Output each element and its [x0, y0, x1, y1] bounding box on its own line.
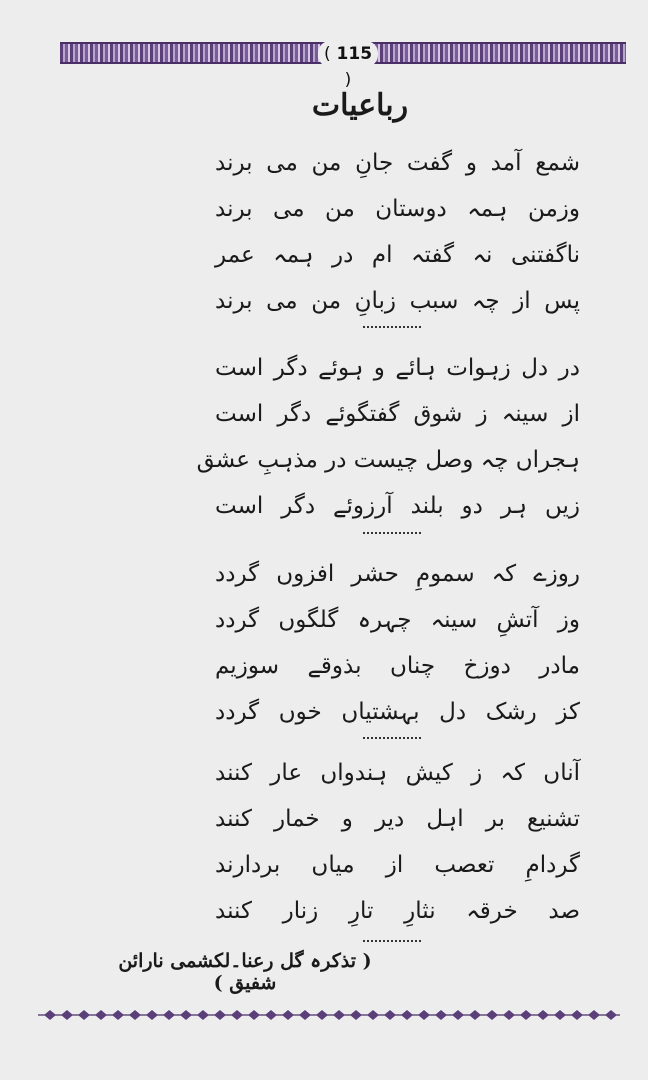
- diamond-ornament: [299, 1010, 311, 1020]
- diamond-ornament: [163, 1010, 175, 1020]
- stanza-4: [215, 750, 580, 934]
- verse-line: وزمن ہمہ دوستان من می برند: [215, 196, 580, 222]
- diamond-ornament: [214, 1010, 226, 1020]
- page-number: ( 115 ): [318, 41, 378, 67]
- diamond-ornament: [350, 1010, 362, 1020]
- diamond-ornament: [265, 1010, 277, 1020]
- diamond-ornament: [418, 1010, 430, 1020]
- diamond-ornament: [503, 1010, 515, 1020]
- verse-line: آناں کہ ز کیش ہندواں عار کنند: [215, 760, 580, 786]
- diamond-ornament: [61, 1010, 73, 1020]
- verse-line: ہجراں چہ وصل چیست در مذہبِ عشق: [196, 447, 580, 473]
- diamond-ornament: [486, 1010, 498, 1020]
- page-title: رباعیات: [311, 88, 409, 123]
- diamond-ornament: [112, 1010, 124, 1020]
- diamond-ornament: [367, 1010, 379, 1020]
- footer-ornament-chain: [38, 1008, 620, 1022]
- verse-line: کز رشک دل بہشتیاں خوں گردد: [215, 699, 580, 725]
- stanza-2: [196, 345, 580, 529]
- verse-line: پس از چہ سبب زبانِ من می برند: [215, 288, 580, 314]
- verse-line: زیں ہر دو بلند آرزوئے دگر است: [215, 493, 580, 519]
- verse-line: روزے کہ سمومِ حشر افزوں گردد: [215, 561, 580, 587]
- verse-line: ناگفتنی نہ گفتہ ام در ہمہ عمر: [215, 242, 580, 268]
- diamond-ornament: [316, 1010, 328, 1020]
- diamond-ornament: [129, 1010, 141, 1020]
- diamond-ornament: [571, 1010, 583, 1020]
- diamond-ornament: [452, 1010, 464, 1020]
- stanza-1: [215, 140, 580, 324]
- verse-line: در دل زہوات ہائے و ہوئے دگر است: [215, 355, 580, 381]
- diamond-ornament: [537, 1010, 549, 1020]
- diamond-ornament: [435, 1010, 447, 1020]
- verse-line: گردامِ تعصب از میاں بردارند: [215, 852, 580, 878]
- diamond-ornament: [520, 1010, 532, 1020]
- diamond-ornament: [588, 1010, 600, 1020]
- diamond-ornament: [554, 1010, 566, 1020]
- diamond-ornament: [248, 1010, 260, 1020]
- diamond-ornament: [469, 1010, 481, 1020]
- diamond-ornament: [231, 1010, 243, 1020]
- verse-line: تشنیع بر اہل دیر و خمار کنند: [215, 806, 580, 832]
- diamond-ornament: [78, 1010, 90, 1020]
- diamond-ornament: [401, 1010, 413, 1020]
- verse-line: مادر دوزخ چناں بذوقے سوزیم: [215, 653, 580, 679]
- diamond-ornament: [605, 1010, 617, 1020]
- verse-line: از سینہ ز شوق گفتگوئے دگر است: [215, 401, 580, 427]
- verse-line: شمع آمد و گفت جانِ من می برند: [215, 150, 580, 176]
- diamond-ornament: [333, 1010, 345, 1020]
- source-citation: ( تذکرہ گل رعنا۔لکشمی نارائن شفیق ): [118, 950, 372, 994]
- dotted-separator: [363, 940, 421, 944]
- verse-line: صد خرقہ نثارِ تارِ زنار کنند: [215, 898, 580, 924]
- dotted-separator: [363, 326, 421, 330]
- diamond-ornament: [197, 1010, 209, 1020]
- diamond-ornament: [384, 1010, 396, 1020]
- diamond-ornament: [146, 1010, 158, 1020]
- diamond-ornament: [180, 1010, 192, 1020]
- verse-line: وز آتشِ سینہ چہرہ گلگوں گردد: [215, 607, 580, 633]
- diamond-ornament: [95, 1010, 107, 1020]
- dotted-separator: [363, 532, 421, 536]
- diamond-ornament: [44, 1010, 56, 1020]
- stanza-3: [215, 551, 580, 735]
- dotted-separator: [363, 737, 421, 741]
- diamond-ornament: [282, 1010, 294, 1020]
